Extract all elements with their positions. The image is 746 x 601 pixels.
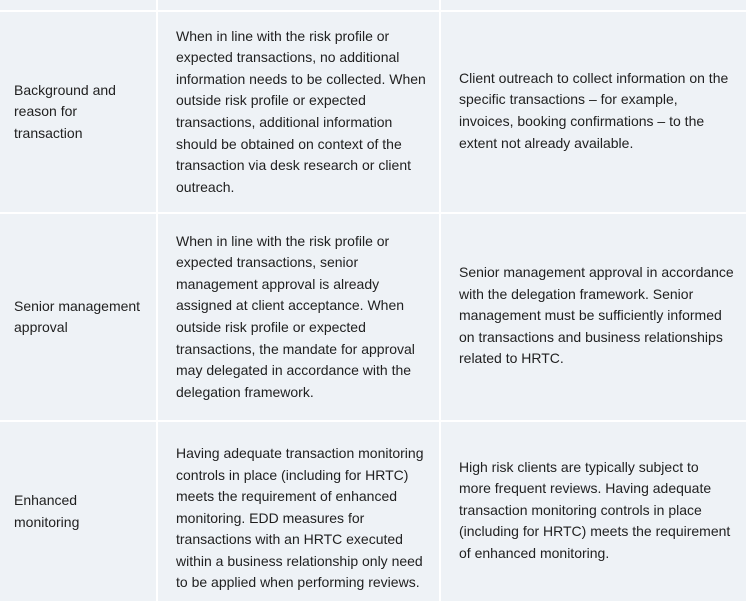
col2-cell (156, 422, 439, 601)
col3-cell (439, 12, 746, 212)
col2-cell (156, 214, 439, 420)
col3-text: Client outreach to collect information on the specific transactions – for example, invoices, booking confirmations – to the extent not already available. (459, 69, 729, 151)
table-row (0, 422, 746, 601)
cell-blank (0, 0, 156, 10)
row-label-cell (0, 12, 156, 212)
cell-blank (439, 0, 746, 10)
table-row (0, 214, 746, 420)
col2-text: Having adequate transaction monitoring controls in place (including for HRTC) meets the requirement of enhanced monitoring. EDD measures for transactions with an HRTC executed within a business relationship only need to be applied when performing reviews. (176, 444, 424, 591)
table-row (0, 12, 746, 212)
cell-blank (156, 0, 439, 10)
col2-cell (156, 12, 439, 212)
row-label: Enhanced monitoring (14, 492, 80, 530)
col3-text: Senior management approval in accordance with the delegation framework. Senior management must be sufficiently informed on transactions and business relationships related to HRTC. (459, 264, 734, 367)
col2-text: When in line with the risk profile or expected transactions, senior management approval is already assigned at client acceptance. When outside risk profile or expected transactions, the mandate for approval may delegated in accordance with the delegation framework. (176, 232, 415, 400)
col2-text: When in line with the risk profile or expected transactions, no additional information needs to be collected. When outside risk profile or expected transactions, additional information should be obtained on context of the transaction via desk research or client outreach. (176, 27, 426, 195)
row-label: Background and reason for transaction (14, 81, 116, 141)
col3-text: High risk clients are typically subject to more frequent reviews. Having adequate transaction monitoring controls in place (including for HRTC) meets the requirement of enhanced monitoring. (459, 458, 731, 561)
col3-cell (439, 422, 746, 601)
row-label-cell (0, 214, 156, 420)
table-row-top-partial (0, 0, 746, 10)
row-label: Senior management approval (14, 297, 141, 335)
col3-cell (439, 214, 746, 420)
row-label-cell (0, 422, 156, 601)
